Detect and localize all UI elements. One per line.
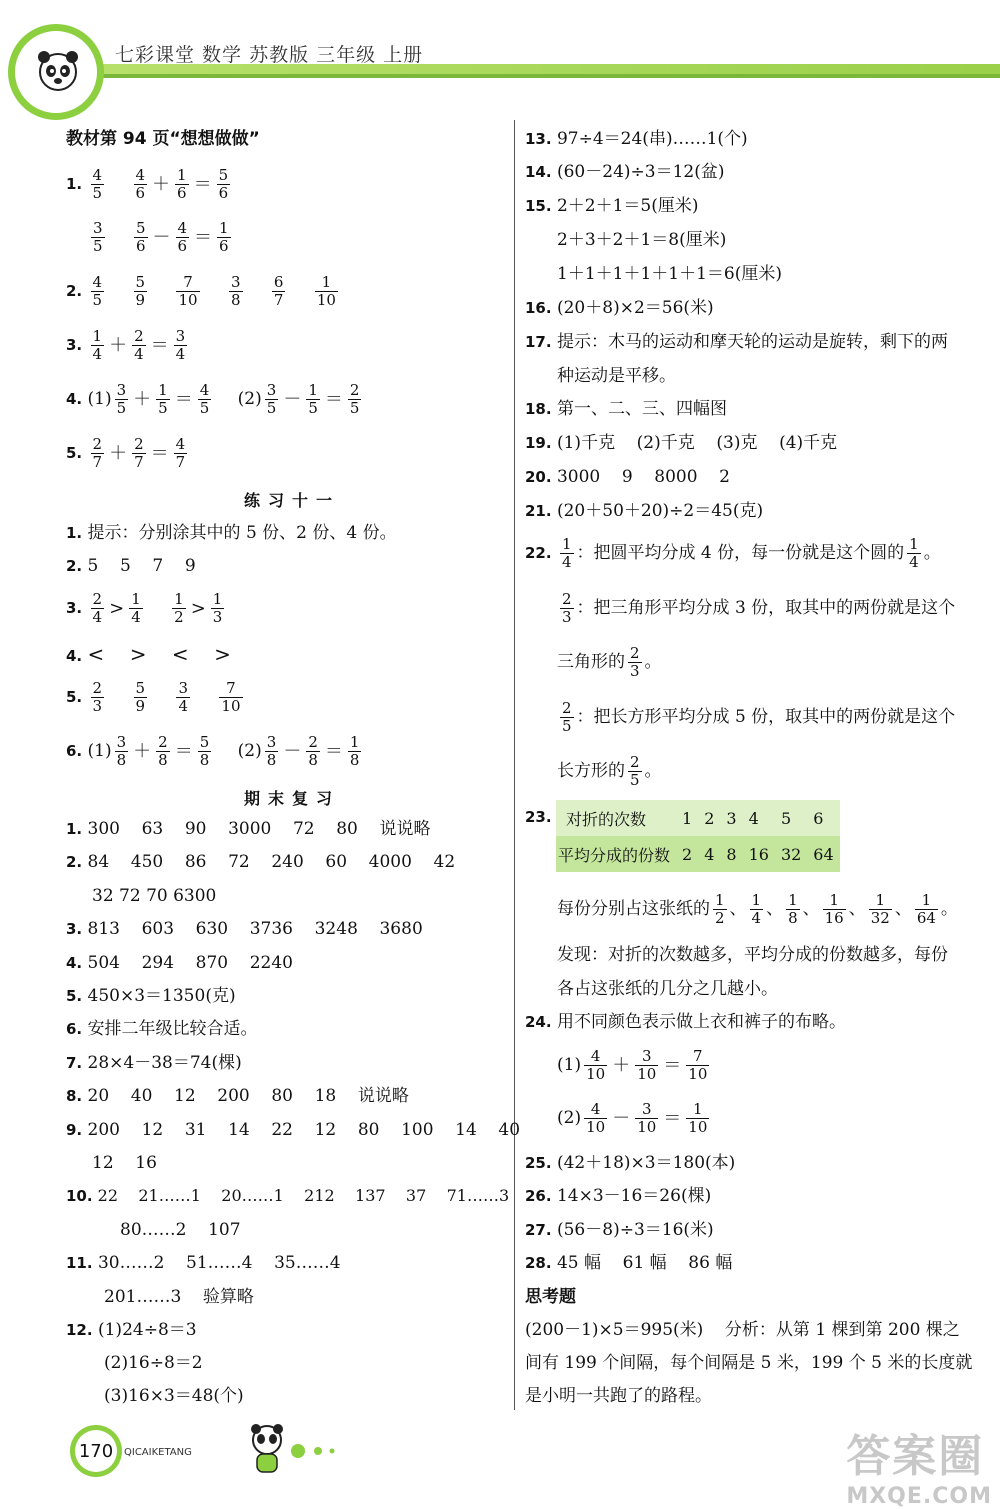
review-2: 2. 84 450 86 72 240 60 4000 42 [66,852,456,872]
watermark-logo: 答案圈 [846,1431,985,1482]
table-cell: 2 [704,808,715,828]
review-10b: 80……2 107 [120,1220,241,1240]
review-14: 14. (60－24)÷3＝12(盆) [525,162,725,182]
think-line-3: 是小明一共跑了的路程。 [525,1386,712,1406]
table-cell: 16 [748,844,769,864]
review-5: 5. 450×3＝1350(克) [66,986,236,1006]
practice-3: 3. $\frac{2}{4}$ > $\frac{1}{4}$ $\frac{1}{2}$ > $\frac{1}{3}$ [66,590,223,626]
review-24-1: (1) $\frac{4}{10}$ ＋ $\frac{3}{10}$ ＝ $\frac{7}{10}$ [557,1047,708,1083]
answer-4: 4. (1) $\frac{3}{5}$ ＋ $\frac{1}{5}$ ＝ $\frac{4}{5}$ (2) $\frac{3}{5}$ － $\frac{1}{5}$ ＝ $\frac{2}{5}$ [66,381,360,417]
review-23-finding-2: 各占这张纸的几分之几越小。 [557,979,778,999]
answer-1b: $\frac{3}{5}$ $\frac{5}{6}$ － $\frac{4}{6}$ ＝ $\frac{1}{6}$ [93,219,229,255]
watermark-url: MXQE.COM [846,1484,992,1509]
table-cell: 5 [780,808,792,828]
practice-6: 6. (1) $\frac{3}{8}$ ＋ $\frac{2}{8}$ ＝ $\frac{5}{8}$ (2) $\frac{3}{8}$ － $\frac{2}{8}$ ＝ $\frac{1}{8}$ [66,733,360,769]
answer-2: 2. $\frac{4}{5}$ $\frac{5}{9}$ $\frac{7}{10}$ $\frac{3}{8}$ $\frac{6}{7}$ $\frac{1}{10}$ [66,273,336,309]
think-line-1: (200－1)×5＝995(米) 分析：从第 1 棵到第 200 棵之 [525,1320,960,1340]
table-cell: 8 [726,844,737,864]
review-22d: $\frac{2}{5}$ ：把长方形平均分成 5 份，取其中的两份就是这个 [562,699,956,735]
table-cell: 2 [682,844,693,864]
footer-brand: QICAIKETANG [124,1447,192,1458]
review-27: 27. (56－8)÷3＝16(米) [525,1220,714,1240]
review-22e: 长方形的 $\frac{2}{5}$ 。 [557,753,662,789]
review-11: 11. 30……2 51……4 35……4 [66,1253,341,1273]
answer-3: 3. $\frac{1}{4}$ ＋ $\frac{2}{4}$ ＝ $\frac{3}{4}$ [66,327,186,363]
practice-2: 2. 5 5 7 9 [66,556,196,576]
review-18: 18. 第一、二、三、四幅图 [525,399,727,419]
review-25: 25. (42＋18)×3＝180(本) [525,1153,736,1173]
review-15: 15. 2＋2＋1＝5(厘米) [525,196,699,216]
answer-5: 5. $\frac{2}{7}$ ＋ $\frac{2}{7}$ ＝ $\frac{4}{7}$ [66,435,186,471]
review-16: 16. (20＋8)×2＝56(米) [525,298,714,318]
review-19: 19. (1)千克 (2)千克 (3)克 (4)千克 [525,433,838,453]
review-15c: 1＋1＋1＋1＋1＋1＝6(厘米) [557,264,782,284]
watermark [846,1420,992,1509]
review-10: 10. 22 21……1 20……1 212 137 37 71……3 [66,1186,510,1205]
review-24-2: (2) $\frac{4}{10}$ － $\frac{3}{10}$ ＝ $\frac{1}{10}$ [557,1100,708,1136]
review-28: 28. 45 幅 61 幅 86 幅 [525,1253,733,1273]
panda-mascot-icon [30,44,86,100]
review-2b: 32 72 70 6300 [92,886,217,906]
review-12b: (2)16÷8＝2 [104,1353,203,1373]
review-23-finding: 发现：对折的次数越多，平均分成的份数越多，每份 [557,945,948,965]
review-15b: 2＋3＋2＋1＝8(厘米) [557,230,727,250]
header-title: 七彩课堂 数学 苏教版 三年级 上册 [115,44,424,66]
review-7: 7. 28×4－38＝74(棵) [66,1053,242,1073]
answer-1: 1. $\frac{4}{5}$ $\frac{4}{6}$ ＋ $\frac{1}{6}$ ＝ $\frac{5}{6}$ [66,166,229,202]
table-cell: 1 [682,808,693,828]
review-11b: 201……3 验算略 [104,1287,254,1307]
review-9b: 12 16 [92,1153,157,1173]
think-title: 思考题 [525,1287,576,1307]
page-number: 170 [75,1430,117,1472]
review-3: 3. 813 603 630 3736 3248 3680 [66,919,423,939]
table-header-parts: 平均分成的份数 [558,845,671,865]
folding-table [556,800,840,872]
review-9: 9. 200 12 31 14 22 12 80 100 14 40 [66,1120,521,1140]
review-1: 1. 300 63 90 3000 72 80 说说略 [66,819,431,839]
section-title-textbook: 教材第 94 页“想想做做” [66,129,260,149]
review-17b: 种运动是平移。 [557,366,676,386]
review-24: 24. 用不同颜色表示做上衣和裤子的布略。 [525,1012,846,1032]
review-12c: (3)16×3＝48(个) [104,1386,244,1406]
table-header-folds: 对折的次数 [566,809,647,829]
think-line-2: 间有 199 个间隔，每个间隔是 5 米，199 个 5 米的长度就 [525,1353,973,1373]
header-bar-shadow [95,74,1000,78]
review-26: 26. 14×3－16＝26(棵) [525,1186,712,1206]
review-20: 20. 3000 9 8000 2 [525,467,730,487]
table-cell: 32 [780,844,802,864]
review-23-number: 23. [525,808,552,826]
review-13: 13. 97÷4＝24(串)……1(个) [525,129,748,149]
table-cell: 3 [726,808,737,828]
practice-1: 1. 提示：分别涂其中的 5 份、2 份、4 份。 [66,523,397,543]
table-cell: 64 [813,844,834,864]
review-22b: $\frac{2}{3}$ ：把三角形平均分成 3 份，取其中的两份就是这个 [562,590,956,626]
panda-footer-icon [245,1420,289,1480]
review-17: 17. 提示：木马的运动和摩天轮的运动是旋转，剩下的两 [525,332,948,352]
review-22c: 三角形的 $\frac{2}{3}$ 。 [557,644,662,680]
practice-5: 5. $\frac{2}{3}$ $\frac{5}{9}$ $\frac{3}{4}$ $\frac{7}{10}$ [66,679,241,715]
section-title-practice: 练习十一 [244,491,341,510]
table-row [556,800,840,836]
table-row [556,836,840,872]
review-4: 4. 504 294 870 2240 [66,953,293,973]
review-12: 12. (1)24÷8＝3 [66,1320,197,1340]
table-cell: 4 [704,844,715,864]
review-8: 8. 20 40 12 200 80 18 说说略 [66,1086,409,1106]
table-cell: 6 [813,808,824,828]
review-22: 22. $\frac{1}{4}$ ：把圆平均分成 4 份，每一份就是这个圆的 $\frac{1}{4}$ 。 [525,535,941,571]
table-cell: 4 [748,808,759,828]
review-21: 21. (20＋50＋20)÷2＝45(克) [525,501,764,521]
review-23-fractions: 每份分别占这张纸的 $\frac{1}{2}$ 、 $\frac{1}{4}$ 、 $\frac{1}{8}$ 、 $\frac{1}{16}$ 、 $\frac{1}{32}$ 、 $\frac{1}{64}$ 。 [557,891,958,927]
section-title-review: 期末复习 [244,789,341,808]
decorative-dots-icon [290,1443,350,1459]
review-6: 6. 安排二年级比较合适。 [66,1019,258,1039]
practice-4: 4. < > < > [66,642,231,666]
column-divider [514,120,515,1410]
